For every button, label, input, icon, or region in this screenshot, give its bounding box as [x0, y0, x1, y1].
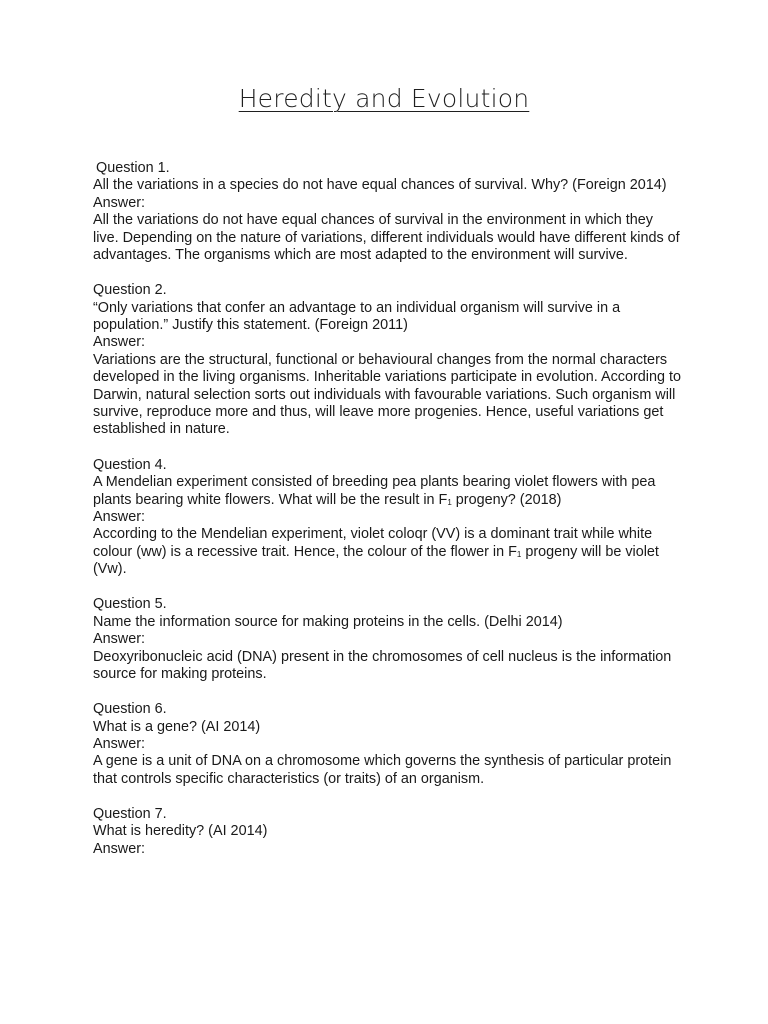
- question-text: What is a gene? (AI 2014): [93, 718, 261, 735]
- subscript: 1: [516, 549, 522, 559]
- qa-item-5: [93, 596, 681, 683]
- question-number: Question 1.: [96, 160, 170, 176]
- answer-text: [93, 526, 681, 578]
- answer-label: Answer:: [93, 508, 145, 525]
- question-text-part: A Mendelian experiment consisted of breeding pea plants bearing violet flowers with pea plants bearing white flowers. What will be the result in F: [93, 474, 656, 508]
- answer-text: All the variations do not have equal chances of survival in the environment in which they live. Depending on the nature of variations, different individuals would have different kinds of advantages. The organisms which are most adapted to the environment will survive.: [93, 212, 680, 264]
- subscript: 1: [447, 497, 452, 507]
- question-text: All the variations in a species do not have equal chances of survival. Why? (Foreign 2014): [93, 177, 667, 194]
- answer-label: Answer:: [93, 840, 145, 857]
- question-text-part: progeny? (2018): [451, 491, 562, 508]
- answer-text-part: progeny will be violet (Vw).: [93, 543, 659, 578]
- answer-text: Deoxyribonucleic acid (DNA) present in the chromosomes of cell nucleus is the information source for making proteins.: [93, 648, 672, 682]
- question-list: [93, 160, 681, 876]
- question-number: Question 2.: [93, 282, 167, 299]
- question-number: Question 4.: [93, 456, 167, 473]
- qa-item-1: [93, 160, 681, 264]
- qa-item-2: [93, 282, 681, 439]
- question-number: Question 5.: [93, 596, 167, 613]
- qa-item-6: [93, 701, 681, 788]
- qa-item-7: [93, 806, 681, 858]
- answer-label: Answer:: [93, 334, 145, 351]
- answer-label: Answer:: [93, 194, 145, 211]
- question-text: “Only variations that confer an advantage to an individual organism will survive in a population.” Justify this statement. (Foreign 2011): [93, 299, 621, 334]
- answer-label: Answer:: [93, 735, 145, 752]
- answer-label: Answer:: [93, 631, 145, 648]
- answer-text: A gene is a unit of DNA on a chromosome which governs the synthesis of particular protein that controls specific characteristics (or traits) of an organism.: [93, 753, 672, 787]
- question-text: [93, 474, 681, 509]
- answer-text: Variations are the structural, functional or behavioural changes from the normal characters developed in the living organisms. Inheritable variations participate in evolution. According to Darwin, natural selection sorts out individuals with favourable variations. Such organism will survive, reproduce more and thus, will leave more progenies. Hence, useful variations get established in nature.: [93, 351, 681, 438]
- question-text: Name the information source for making proteins in the cells. (Delhi 2014): [93, 613, 563, 630]
- question-number: Question 7.: [93, 805, 167, 822]
- question-text: What is heredity? (AI 2014): [93, 823, 268, 840]
- page-title: [0, 84, 768, 113]
- page-title-text: Heredity and Evolution: [238, 84, 530, 113]
- question-number: Question 6.: [93, 701, 167, 718]
- qa-item-4: [93, 457, 681, 579]
- answer-text-part: According to the Mendelian experiment, violet coloqr (VV) is a dominant trait while white colour (ww) is a recessive trait. Hence, the colour of the flower in F: [93, 526, 653, 560]
